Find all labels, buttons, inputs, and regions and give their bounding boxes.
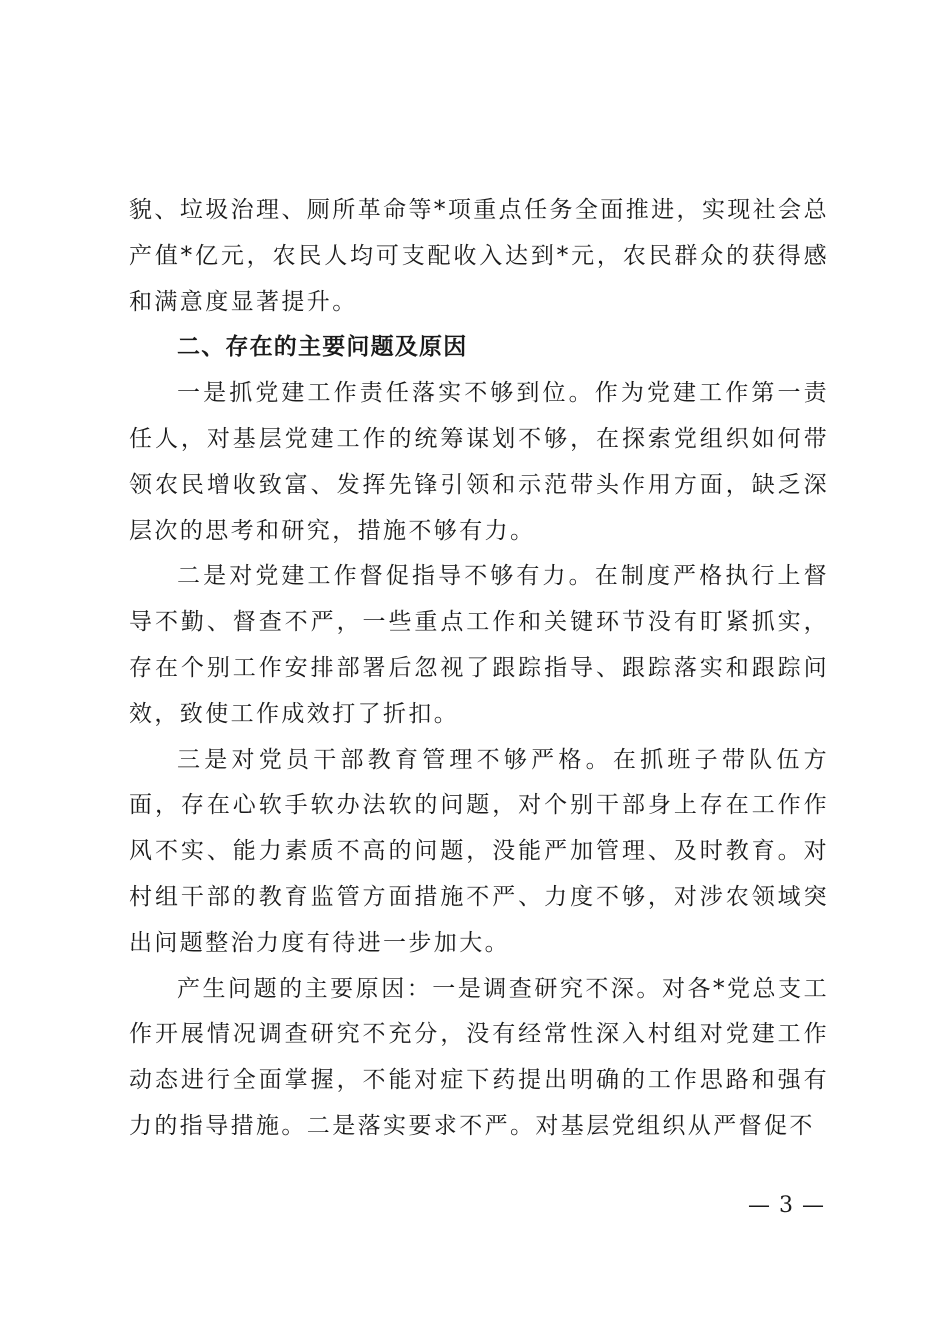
paragraph-causes: 产生问题的主要原因：一是调查研究不深。对各*党总支工作开展情况调查研究不充分，没有经常性深入村组对党建工作动态进行全面掌握，不能对症下药提出明确的工作思路和强有力的指导措施。二是落实要求不严。对基层党组织从严督促不: [129, 975, 829, 1139]
paragraph-continuation: 貌、垃圾治理、厕所革命等*项重点任务全面推进，实现社会总产值*亿元，农民人均可支配收入达到*元，农民群众的获得感和满意度显著提升。: [129, 197, 829, 315]
paragraph-problem-two: 二是对党建工作督促指导不够有力。在制度严格执行上督导不勤、督查不严，一些重点工作和关键环节没有盯紧抓实，存在个别工作安排部署后忽视了跟踪指导、跟踪落实和跟踪问效，致使工作成效打了折扣。: [129, 563, 829, 727]
paragraph-problem-three: 三是对党员干部教育管理不够严格。在抓班子带队伍方面，存在心软手软办法软的问题，对个别干部身上存在工作作风不实、能力素质不高的问题，没能严加管理、及时教育。对村组干部的教育监管方面措施不严、力度不够，对涉农领域突出问题整治力度有待进一步加大。: [129, 746, 829, 956]
section-heading: 二、存在的主要问题及原因: [177, 334, 468, 361]
document-body: [129, 188, 829, 1150]
page-number: — 3 —: [748, 1193, 825, 1218]
paragraph-problem-one: 一是抓党建工作责任落实不够到位。作为党建工作第一责任人，对基层党建工作的统筹谋划不够，在探索党组织如何带领农民增收致富、发挥先锋引领和示范带头作用方面，缺乏深层次的思考和研究，措施不够有力。: [129, 380, 829, 544]
